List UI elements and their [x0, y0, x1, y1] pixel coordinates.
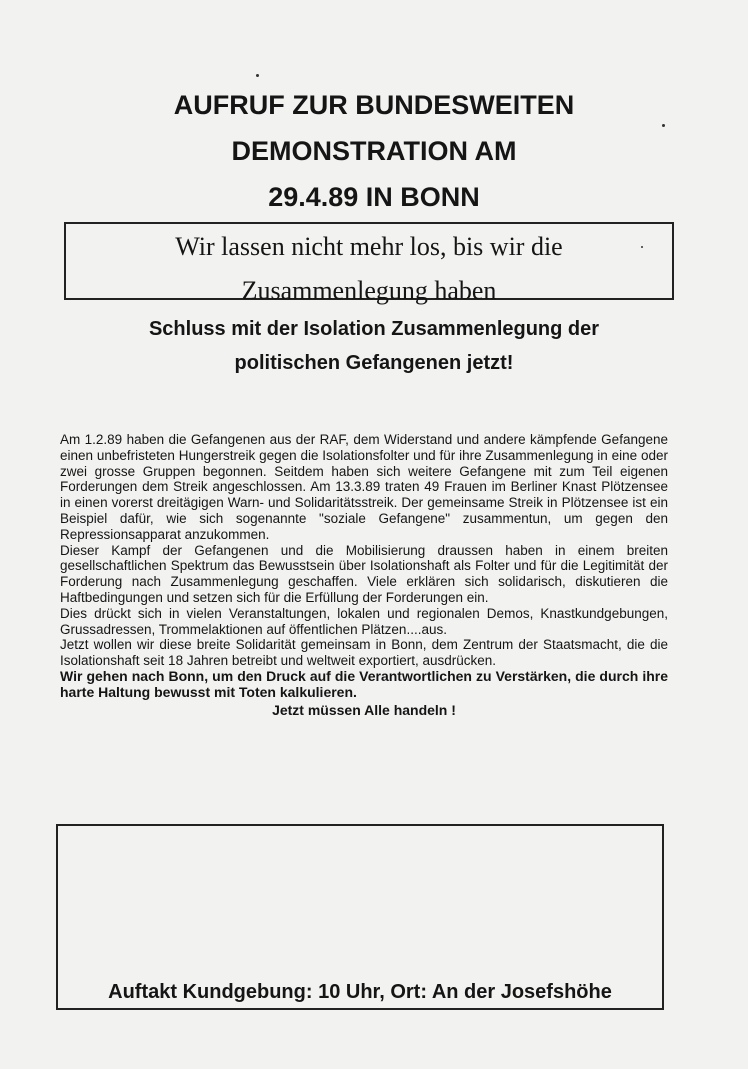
print-speck: [641, 246, 643, 248]
slogan-box: [64, 222, 674, 305]
subtitle: [0, 312, 748, 380]
body-paragraph-5: Wir gehen nach Bonn, um den Druck auf die Verantwortlichen zu Verstärken, die durch ihre harte Haltung bewusst mit Toten kalkulieren.: [60, 667, 668, 700]
body-paragraph-3: Dies drückt sich in vielen Veranstaltungen, lokalen und regionalen Demos, Knastkundgebungen, Grussadressen, Trommelaktionen auf öffentlichen Plätzen....aus.: [60, 605, 668, 637]
title-line-1: AUFRUF ZUR BUNDESWEITEN: [173, 90, 575, 120]
title-line-3: 29.4.89 IN BONN: [268, 182, 480, 212]
page-title: [0, 82, 748, 220]
body-paragraph-4: Jetzt wollen wir diese breite Solidarität gemeinsam in Bonn, dem Zentrum der Staatsmacht, die die Isolationshaft seit 18 Jahren betreibt und weltweit exportiert, ausdrücken.: [60, 637, 668, 669]
body-paragraph-2: Dieser Kampf der Gefangenen und die Mobilisierung draussen haben in einem breiten gesellschaftlichen Spektrum das Bewusstsein über Isolationshaft als Folter und für die Legitimität der Forderung nach Zusammenlegung geschaffen. Viele erklären sich solidarisch, diskutieren die Haftbedingungen und setzen sich für die Erfüllung der Forderungen ein.: [60, 542, 668, 605]
title-line-2: DEMONSTRATION AM: [231, 136, 517, 166]
slogan-line-1: Wir lassen nicht mehr los, bis wir die: [175, 232, 563, 261]
subtitle-line-1: Schluss mit der Isolation Zusammenlegung der: [148, 318, 600, 340]
body-paragraph-1: Am 1.2.89 haben die Gefangenen aus der RAF, dem Widerstand und andere kämpfende Gefangene einen unbefristeten Hungerstreik gegen die Isolationsfolter und für ihre Zusammenlegung in eine oder zwei grosse Gruppen begonnen. Seitdem haben sich weitere Gefangene mit zum Teil eigenen Forderungen dem Streik angeschlossen. Am 13.3.89 traten 49 Frauen im Berliner Knast Plötzensee in einen vorerst dreitägigen Warn- und Solidaritätsstreik. Der gemeinsame Streik in Plötzensee ist ein Beispiel dafür, wie sich sogenannte "soziale Gefangene" zusammentun, um gegen den Repressionsapparat anzukommen.: [60, 432, 668, 542]
event-box: [56, 824, 664, 1010]
print-speck: [256, 74, 259, 77]
body-text: [60, 432, 668, 718]
slogan-line-2: Zusammenlegung haben: [241, 276, 497, 305]
event-details: Auftakt Kundgebung: 10 Uhr, Ort: An der Josefshöhe: [108, 981, 612, 1003]
subtitle-line-2: politischen Gefangenen jetzt!: [234, 352, 514, 374]
closing-call: Jetzt müssen Alle handeln !: [272, 701, 456, 718]
print-speck: [662, 124, 665, 127]
